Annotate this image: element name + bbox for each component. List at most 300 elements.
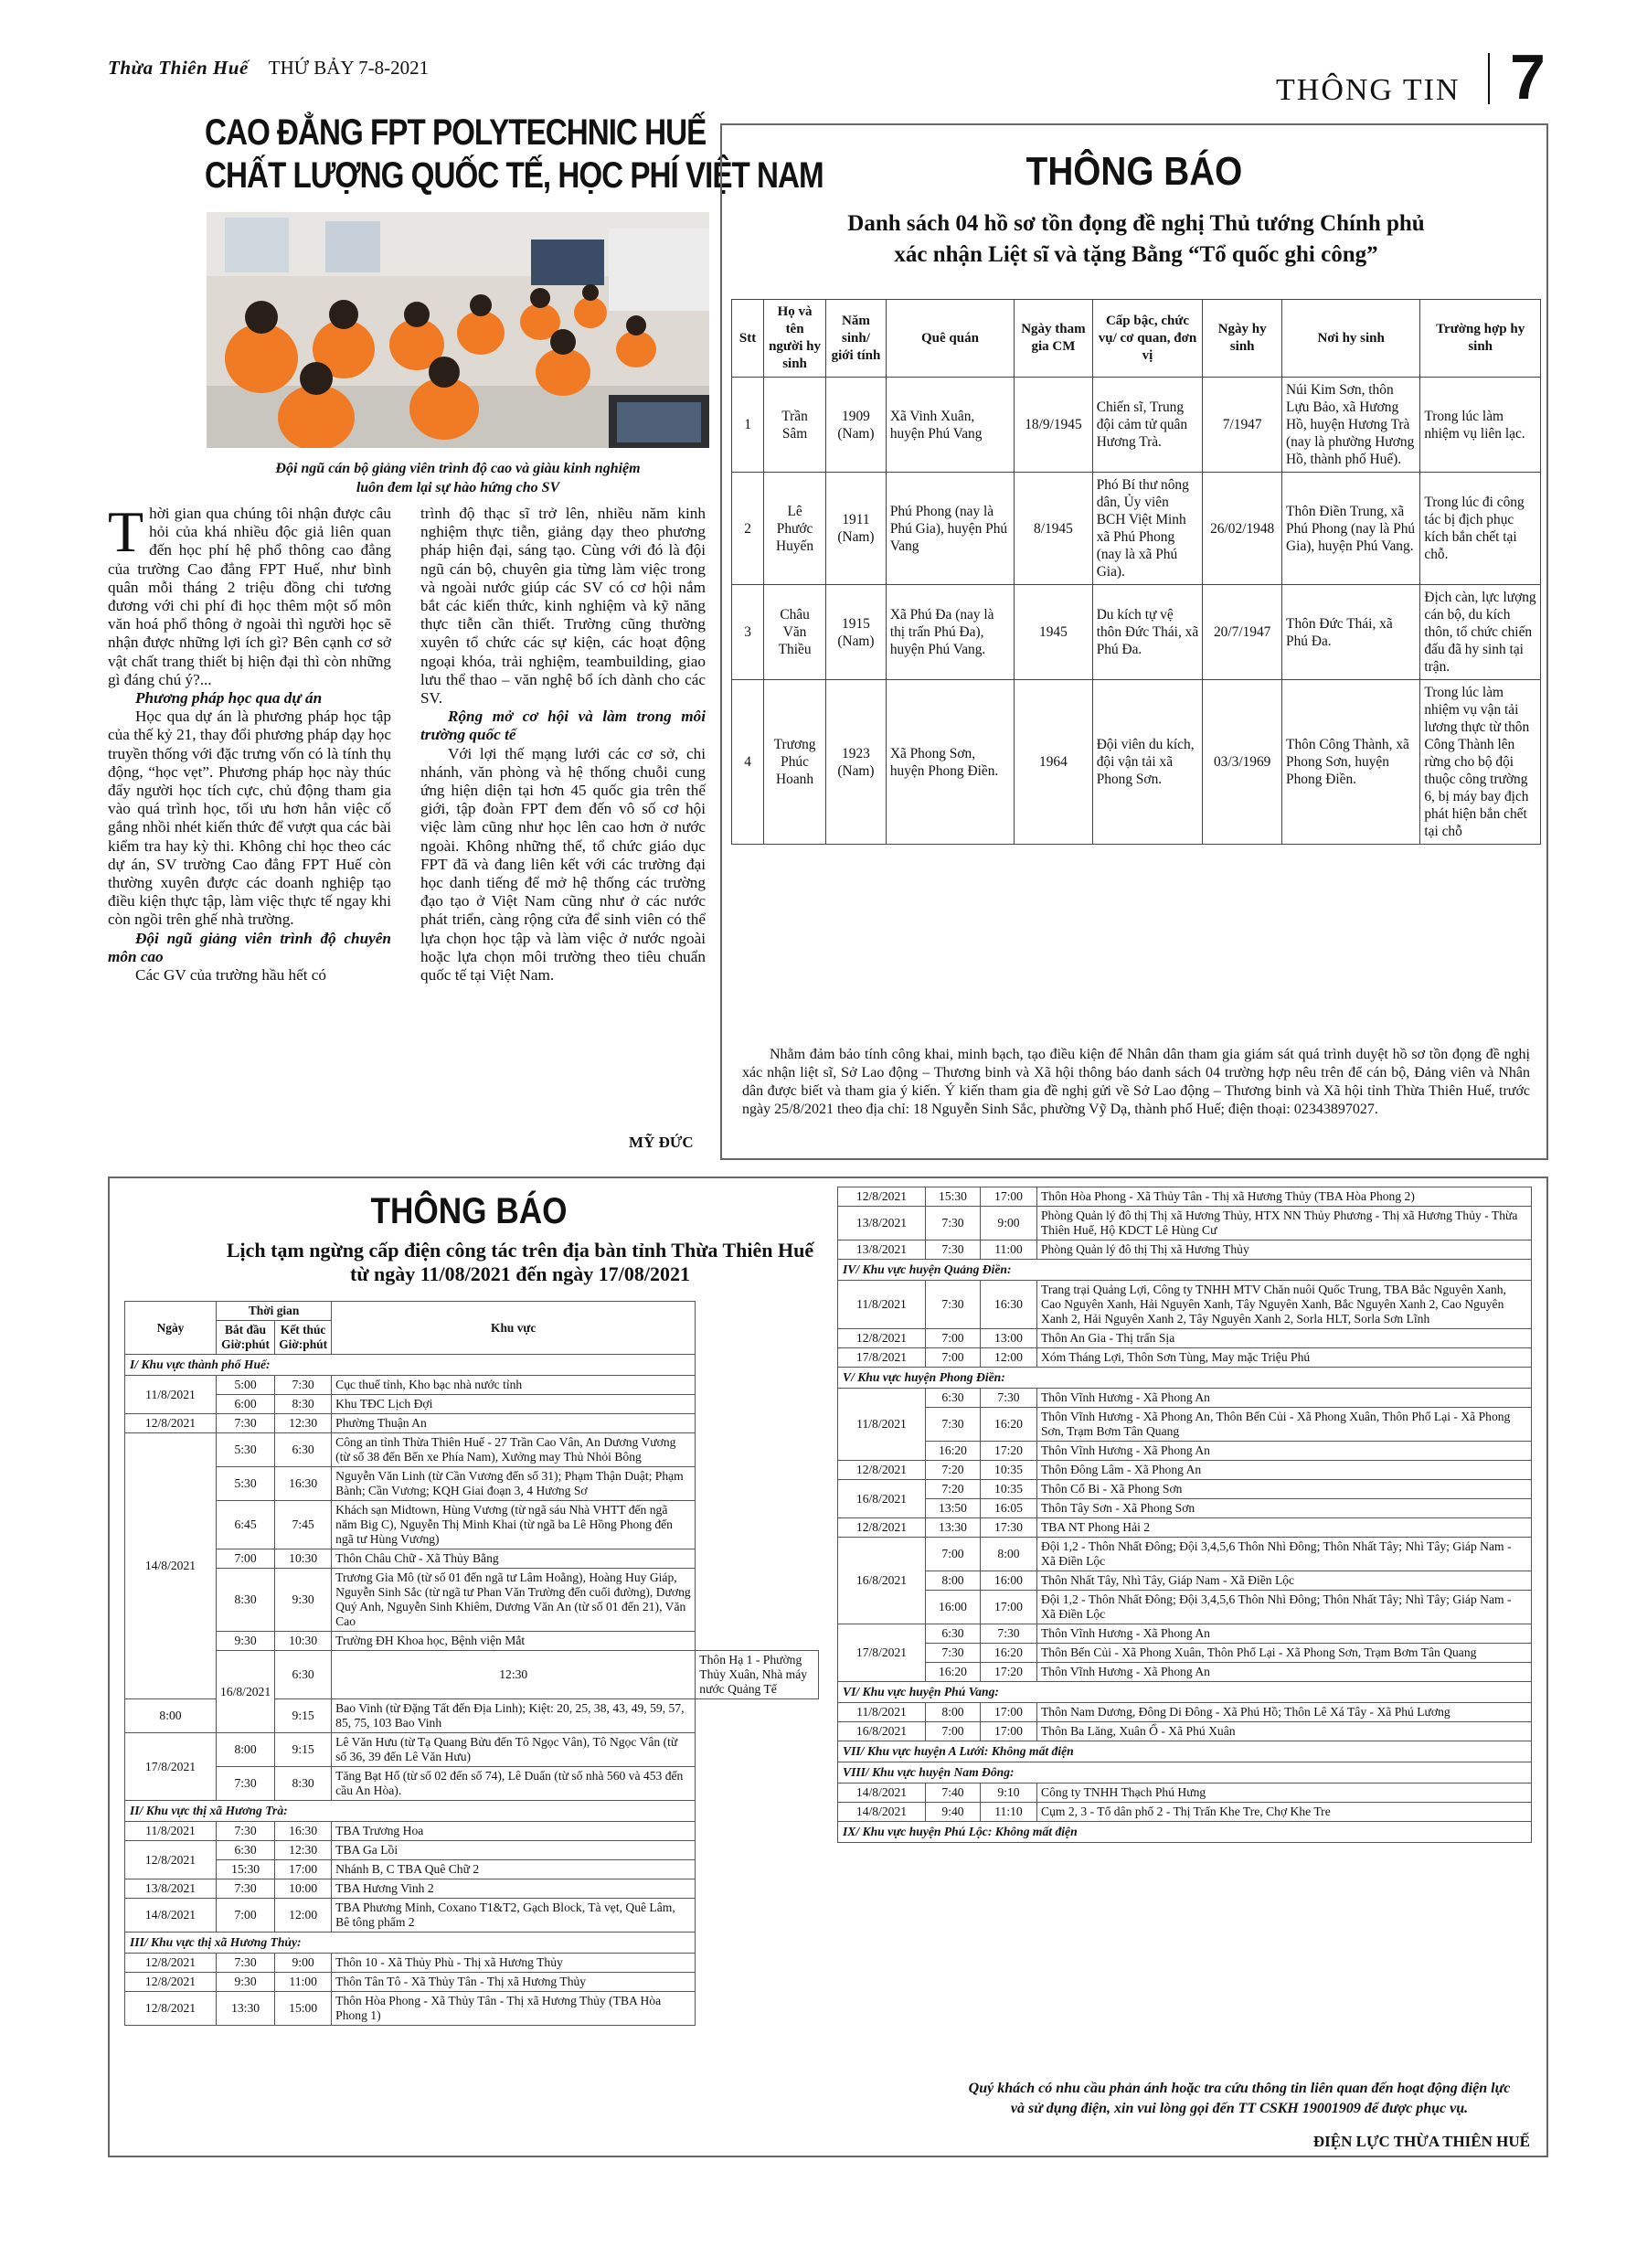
cell-area: Nguyễn Văn Linh (từ Cần Vương đến số 31); Phạm Thận Duật; Phạm Bành; Cần Vương; KQH Giai đoạn 3, 4 Hương Sơ (332, 1467, 696, 1501)
cell-end: 17:00 (981, 1591, 1037, 1624)
cell-place: Thôn Đức Thái, xã Phú Đa. (1282, 585, 1420, 680)
notice-subtitle (122, 1239, 918, 1286)
cell-area: Thôn Vĩnh Hương - Xã Phong An (1037, 1624, 1532, 1644)
cell-start: 7:40 (926, 1784, 981, 1803)
region-heading: VII/ Khu vực huyện A Lưới: Không mất điện (838, 1741, 1532, 1762)
cell-birth: 1911 (Nam) (826, 473, 887, 585)
table-row (125, 1355, 819, 1376)
cell-end: 17:20 (981, 1663, 1037, 1682)
table-header: Ngày tham gia CM (1015, 300, 1093, 378)
cell-rank: Phó Bí thư nông dân, Ủy viên BCH Việt Minh xã Phú Phong (nay là xã Phú Gia). (1092, 473, 1203, 585)
cell-end: 9:15 (275, 1699, 332, 1733)
cell-area: TBA Hương Vinh 2 (332, 1879, 696, 1899)
article-column-2 (420, 505, 706, 985)
table-header: Trường hợp hy sinh (1420, 300, 1541, 378)
cell-start: 16:00 (926, 1591, 981, 1624)
cell-case: Trong lúc đi công tác bị địch phục kích bắn chết tại chỗ. (1420, 473, 1541, 585)
cell-end: 10:00 (275, 1879, 332, 1899)
footer-line-2: và sử dụng điện, xin vui lòng gọi đến TT CSKH 19001909 để được phục vụ. (1010, 2101, 1469, 2116)
table-row (838, 1722, 1532, 1741)
cell-end: 7:45 (275, 1501, 332, 1549)
cell-start: 6:30 (275, 1651, 332, 1699)
table-row (838, 1822, 1532, 1843)
cell-area: Thôn Hòa Phong - Xã Thủy Tân - Thị xã Hương Thủy (TBA Hòa Phong 1) (332, 1992, 696, 2026)
notice-martyrs-box (720, 123, 1548, 1160)
cell-start: 7:30 (926, 1207, 981, 1240)
cell-end: 17:00 (981, 1187, 1037, 1207)
table-row (125, 1954, 819, 1973)
subtitle-line-2: từ ngày 11/08/2021 đến ngày 17/08/2021 (350, 1262, 690, 1285)
cell-start: 5:30 (217, 1433, 275, 1467)
outage-table-left (124, 1301, 819, 2026)
cell-hometown: Xã Vinh Xuân, huyện Phú Vang (886, 378, 1014, 473)
paragraph: Với lợi thế mạng lưới các cơ sở, chi nhánh, văn phòng và hệ thống chuỗi cung ứng hiện diện tại hơn 45 quốc gia trên thế giới, tập đoàn FPT đem đến vô số cơ hội việc làm cũng như học lên cao hơn ở nước ngoài. Không những thế, tổ chức giáo dục FPT đã và đang liên kết với các trường đại học danh tiếng để mở hệ thống các trường đạo tạo ở Việt Nam cũng như ở các nước phát triển, càng rộng cửa để sinh viên có thể lựa chọn học tập và làm việc ở nước ngoài hoặc lựa chọn môi trường theo tiêu chuẩn quốc tế tại Việt Nam. (420, 744, 706, 985)
cell-area: TBA Ga Lồi (332, 1841, 696, 1860)
cell-day: 12/8/2021 (838, 1518, 926, 1538)
cell-joined: 1945 (1015, 585, 1093, 680)
cell-end: 7:30 (981, 1389, 1037, 1408)
cell-area: Cục thuế tỉnh, Kho bạc nhà nước tỉnh (332, 1376, 696, 1395)
cell-start: 7:00 (926, 1538, 981, 1571)
table-row (838, 1571, 1532, 1591)
classroom-photo (207, 212, 709, 448)
table-row (125, 1569, 819, 1632)
martyrs-table (731, 299, 1541, 845)
cell-day: 11/8/2021 (125, 1822, 217, 1841)
cell-rank: Du kích tự vệ thôn Đức Thái, xã Phú Đa. (1092, 585, 1203, 680)
cell-area: Tăng Bạt Hổ (từ số 02 đến số 74), Lê Duẩn (từ số nhà 560 và 453 đến cầu An Hòa). (332, 1767, 696, 1801)
table-row (125, 1376, 819, 1395)
cell-start: 5:30 (217, 1467, 275, 1501)
cell-start: 16:20 (926, 1442, 981, 1461)
cell-day: 12/8/2021 (838, 1187, 926, 1207)
cell-day: 14/8/2021 (838, 1784, 926, 1803)
cell-start: 8:00 (217, 1733, 275, 1767)
cell-start: 7:30 (926, 1240, 981, 1260)
cell-start: 7:00 (217, 1899, 275, 1933)
cell-name: Trương Phúc Hoanh (764, 680, 826, 845)
cell-case: Trong lúc làm nhiệm vụ liên lạc. (1420, 378, 1541, 473)
table-row (838, 1803, 1532, 1822)
cell-area: Nhánh B, C TBA Quê Chữ 2 (332, 1860, 696, 1879)
cell-place: Núi Kim Sơn, thôn Lựu Bảo, xã Hương Hồ, huyện Hương Trà (nay là phường Hương Hồ, thành phố Huế). (1282, 378, 1420, 473)
table-row (125, 1651, 819, 1699)
cell-start: 13:30 (217, 1992, 275, 2026)
table-row (125, 1733, 819, 1767)
notice-power-outage-box (108, 1177, 1548, 2157)
cell-area: Xóm Tháng Lợi, Thôn Sơn Tùng, May mặc Triệu Phú (1037, 1348, 1532, 1368)
table-header: Cấp bậc, chức vụ/ cơ quan, đơn vị (1092, 300, 1203, 378)
cell-day: 11/8/2021 (838, 1703, 926, 1722)
region-heading: V/ Khu vực huyện Phong Điền: (838, 1368, 1532, 1389)
table-row (838, 1538, 1532, 1571)
table-row (838, 1480, 1532, 1499)
cell-day: 16/8/2021 (217, 1651, 275, 1733)
table-row (838, 1348, 1532, 1368)
cell-end: 12:30 (275, 1841, 332, 1860)
cell-day: 11/8/2021 (125, 1376, 217, 1414)
notice-title: THÔNG BÁO (1025, 149, 1243, 194)
cell-day: 12/8/2021 (125, 1954, 217, 1973)
cell-area: Khu TĐC Lịch Đợi (332, 1395, 696, 1414)
cell-end: 16:20 (981, 1644, 1037, 1663)
paragraph (108, 499, 391, 689)
table-row (125, 1973, 819, 1992)
article-column-1 (108, 499, 391, 985)
table-row (125, 1992, 819, 2026)
cell-area: Lê Văn Hưu (từ Tạ Quang Bửu đến Tô Ngọc Vân), Tô Ngọc Vân (từ số 36, 39 đến Lê Văn Hưu) (332, 1733, 696, 1767)
cell-area: Khách sạn Midtown, Hùng Vương (từ ngã sáu Nhà VHTT đến ngã năm Big C), Nguyễn Thị Minh Khai (từ ngã ba Lê Hồng Phong đến ngã tư Hùng Vương) (332, 1501, 696, 1549)
table-row (125, 1395, 819, 1414)
section-name: THÔNG TIN (1276, 73, 1461, 107)
cell-start: 7:30 (217, 1822, 275, 1841)
intro-text: hời gian qua chúng tôi nhận được câu hỏi của khá nhiều độc giả liên quan đến học phí hệ phổ thông cao đẳng của trường Cao đẳng FPT Huế, như bình quân mỗi tháng 2 triệu đồng chi tương đương với chi phí đi học thêm một số môn văn hoá phổ thông ở ngoài thì người học sẽ nhận được những lợi ích gì? Bên cạnh cơ sở vật chất trang thiết bị hiện đại thì còn những gì đáng chú ý?... (108, 505, 391, 688)
cell-area: Thôn Vĩnh Hương - Xã Phong An (1037, 1663, 1532, 1682)
cell-area: Thôn Hạ 1 - Phường Thủy Xuân, Nhà máy nước Quảng Tế (696, 1651, 819, 1699)
cell-day: 17/8/2021 (838, 1624, 926, 1682)
cell-case: Địch càn, lực lượng cán bộ, du kích thôn, tổ chức chiến đấu đã hy sinh tại trận. (1420, 585, 1541, 680)
cell-end: 8:30 (275, 1767, 332, 1801)
cell-end: 12:00 (981, 1348, 1037, 1368)
header-end: Kết thúc Giờ:phút (275, 1321, 332, 1355)
table-header: Nơi hy sinh (1282, 300, 1420, 378)
table-row (838, 1499, 1532, 1518)
caption-line-1: Đội ngũ cán bộ giảng viên trình độ cao và giàu kinh nghiệm (275, 461, 641, 476)
cell-start: 7:30 (217, 1414, 275, 1433)
table-row (838, 1624, 1532, 1644)
cell-area: Thôn Nam Dương, Đông Di Đông - Xã Phú Hồ; Thôn Lê Xá Tây - Xã Phú Lương (1037, 1703, 1532, 1722)
region-heading: III/ Khu vực thị xã Hương Thủy: (125, 1933, 696, 1954)
drop-cap: T (108, 499, 144, 564)
cell-end: 12:30 (275, 1414, 332, 1433)
cell-start: 7:30 (217, 1767, 275, 1801)
cell-end: 16:00 (981, 1571, 1037, 1591)
cell-died: 26/02/1948 (1203, 473, 1282, 585)
notice-footer (947, 2079, 1532, 2119)
table-row (838, 1329, 1532, 1348)
paragraph: Học qua dự án là phương pháp học tập của thế kỷ 21, thay đổi phương pháp dạy học truyền thống với đặc trưng vốn có là tính thụ động, “học vẹt”. Phương pháp học này thúc đẩy người học tích cực, chủ động tham gia vào quá trình học, tối ưu hơn hẳn việc cố gắng nhồi nhét kiến thức để vượt qua các bài kiểm tra hay kỳ thi. Không chỉ học theo các dự án, SV trường Cao đẳng FPT Huế còn thường xuyên được các doanh nghiệp tạo điều kiện thực tập, làm việc thực tế ngay khi còn ngồi trên ghế nhà trường. (108, 708, 391, 929)
table-row (125, 1632, 819, 1651)
cell-start: 9:40 (926, 1803, 981, 1822)
cell-day: 11/8/2021 (838, 1281, 926, 1329)
cell-day: 16/8/2021 (838, 1722, 926, 1741)
table-row (838, 1518, 1532, 1538)
cell-day: 12/8/2021 (125, 1973, 217, 1992)
cell-day: 12/8/2021 (838, 1329, 926, 1348)
region-heading: VIII/ Khu vực huyện Nam Đông: (838, 1762, 1532, 1784)
table-row (732, 378, 1541, 473)
header-time: Thời gian (217, 1302, 332, 1321)
cell-area: Thôn Vĩnh Hương - Xã Phong An (1037, 1442, 1532, 1461)
subheading: Đội ngũ giảng viên trình độ chuyên môn cao (108, 929, 391, 965)
cell-start: 15:30 (217, 1860, 275, 1879)
notice-subtitle (740, 208, 1532, 271)
cell-hometown: Xã Phú Đa (nay là thị trấn Phú Đa), huyện Phú Vang. (886, 585, 1014, 680)
header-day: Ngày (125, 1302, 217, 1355)
table-row (838, 1240, 1532, 1260)
cell-area: Phường Thuận An (332, 1414, 696, 1433)
table-row (125, 1414, 819, 1433)
cell-end: 15:00 (275, 1992, 332, 2026)
cell-end: 7:30 (981, 1624, 1037, 1644)
cell-area: Thôn Bến Củi - Xã Phong Xuân, Thôn Phổ Lại - Xã Phong Sơn, Trạm Bơm Tân Quang (1037, 1644, 1532, 1663)
table-header: Năm sinh/ giới tính (826, 300, 887, 378)
cell-end: 9:00 (981, 1207, 1037, 1240)
cell-start: 8:30 (217, 1569, 275, 1632)
cell-area: Bao Vinh (từ Đặng Tất đến Địa Linh); Kiệt: 20, 25, 38, 43, 49, 59, 57, 85, 75, 103 Bao Vinh (332, 1699, 696, 1733)
cell-area: Thôn Vĩnh Hương - Xã Phong An (1037, 1389, 1532, 1408)
footer-line-1: Quý khách có nhu cầu phản ánh hoặc tra cứu thông tin liên quan đến hoạt động điện lực (968, 2081, 1511, 2096)
cell-start: 7:30 (217, 1879, 275, 1899)
table-row (125, 1933, 819, 1954)
cell-end: 16:30 (275, 1822, 332, 1841)
cell-start: 6:30 (926, 1624, 981, 1644)
cell-area: Thôn Đông Lâm - Xã Phong An (1037, 1461, 1532, 1480)
cell-case: Trong lúc làm nhiệm vụ vận tải lương thực từ thôn Công Thành lên rừng cho bộ đội thuộc công trường 6, bị máy bay địch phát hiện bắn chết tại chỗ (1420, 680, 1541, 845)
cell-start: 7:00 (217, 1549, 275, 1569)
region-heading: I/ Khu vực thành phố Huế: (125, 1355, 696, 1376)
cell-day: 16/8/2021 (838, 1480, 926, 1518)
cell-day: 14/8/2021 (125, 1899, 217, 1933)
cell-start: 15:30 (926, 1187, 981, 1207)
cell-place: Thôn Công Thành, xã Phong Sơn, huyện Phong Điền. (1282, 680, 1420, 845)
cell-area: Thôn Vĩnh Hương - Xã Phong An, Thôn Bến Củi - Xã Phong Xuân, Thôn Phổ Lại - Xã Phong Sơn, Trạm Bơm Tân Quang (1037, 1408, 1532, 1442)
cell-end: 11:00 (981, 1240, 1037, 1260)
cell-joined: 1964 (1015, 680, 1093, 845)
header-start: Bắt đầu Giờ:phút (217, 1321, 275, 1355)
cell-end: 13:00 (981, 1329, 1037, 1348)
article-title-line-2: CHẤT LƯỢNG QUỐC TẾ, HỌC PHÍ VIỆT NAM (205, 155, 824, 196)
table-row (838, 1260, 1532, 1281)
cell-end: 9:00 (275, 1954, 332, 1973)
cell-end: 9:15 (275, 1733, 332, 1767)
cell-day: 11/8/2021 (838, 1389, 926, 1461)
cell-area: TBA NT Phong Hải 2 (1037, 1518, 1532, 1538)
subtitle-line-1: Lịch tạm ngừng cấp điện công tác trên địa bàn tỉnh Thừa Thiên Huế (226, 1239, 814, 1262)
cell-area: Trường ĐH Khoa học, Bệnh viện Mắt (332, 1632, 696, 1651)
table-row (838, 1741, 1532, 1762)
cell-stt: 2 (732, 473, 764, 585)
cell-start: 5:00 (217, 1376, 275, 1395)
region-heading: VI/ Khu vực huyện Phú Vang: (838, 1682, 1532, 1703)
cell-area: Thôn Hòa Phong - Xã Thủy Tân - Thị xã Hương Thủy (TBA Hòa Phong 2) (1037, 1187, 1532, 1207)
region-heading: IX/ Khu vực huyện Phú Lộc: Không mất điện (838, 1822, 1532, 1843)
table-row (732, 680, 1541, 845)
page-number: 7 (1510, 41, 1546, 112)
cell-end: 17:20 (981, 1442, 1037, 1461)
cell-area: TBA Phương Minh, Coxano T1&T2, Gạch Block, Tà vẹt, Quê Lâm, Bê tông phẩm 2 (332, 1899, 696, 1933)
subtitle-line-1: Danh sách 04 hồ sơ tồn đọng đề nghị Thủ tướng Chính phủ (847, 211, 1425, 236)
cell-day: 12/8/2021 (125, 1841, 217, 1879)
cell-end: 17:00 (275, 1860, 332, 1879)
cell-stt: 4 (732, 680, 764, 845)
cell-start: 6:45 (217, 1501, 275, 1549)
cell-start: 6:30 (217, 1841, 275, 1860)
table-row (838, 1762, 1532, 1784)
cell-area: Thôn Nhất Tây, Nhì Tây, Giáp Nam - Xã Điền Lộc (1037, 1571, 1532, 1591)
cell-start: 7:20 (926, 1461, 981, 1480)
cell-hometown: Phú Phong (nay là Phú Gia), huyện Phú Vang (886, 473, 1014, 585)
cell-start: 9:30 (217, 1632, 275, 1651)
table-header: Họ và tên người hy sinh (764, 300, 826, 378)
cell-birth: 1915 (Nam) (826, 585, 887, 680)
cell-end: 11:00 (275, 1973, 332, 1992)
cell-day: 12/8/2021 (838, 1461, 926, 1480)
table-row (838, 1461, 1532, 1480)
article-author: MỸ ĐỨC (629, 1134, 694, 1151)
cell-start: 6:30 (926, 1389, 981, 1408)
cell-end: 10:35 (981, 1461, 1037, 1480)
table-row (838, 1682, 1532, 1703)
table-row (125, 1841, 819, 1860)
table-header: Ngày hy sinh (1203, 300, 1282, 378)
region-heading: II/ Khu vực thị xã Hương Trà: (125, 1801, 696, 1822)
cell-end: 12:30 (332, 1651, 696, 1699)
cell-name: Trần Sâm (764, 378, 826, 473)
paper-name: Thừa Thiên Huế (108, 57, 249, 79)
table-row (125, 1879, 819, 1899)
cell-day: 12/8/2021 (125, 1992, 217, 2026)
cell-area: Thôn Châu Chữ - Xã Thủy Bằng (332, 1549, 696, 1569)
cell-died: 20/7/1947 (1203, 585, 1282, 680)
cell-end: 9:30 (275, 1569, 332, 1632)
cell-start: 7:00 (926, 1329, 981, 1348)
cell-died: 03/3/1969 (1203, 680, 1282, 845)
outage-table-right (837, 1187, 1532, 1843)
cell-stt: 1 (732, 378, 764, 473)
cell-area: Trang trại Quảng Lợi, Công ty TNHH MTV Chăn nuôi Quốc Trung, TBA Bắc Nguyên Xanh, Cao Nguyên Xanh, Hải Nguyên Xanh, Tây Nguyên Xanh, Bắc Nguyên Xanh 2, Cao Nguyên Xanh 2, Hải Nguyên Xanh 2, Tây Nguyên Xanh 2, Sorla HLT, Sorla Sơn Lĩnh (1037, 1281, 1532, 1329)
cell-end: 17:00 (981, 1703, 1037, 1722)
cell-start: 9:30 (217, 1973, 275, 1992)
cell-rank: Đội viên du kích, đội vận tải xã Phong Sơn. (1092, 680, 1203, 845)
cell-start: 13:30 (926, 1518, 981, 1538)
cell-name: Lê Phước Huyến (764, 473, 826, 585)
cell-start: 16:20 (926, 1663, 981, 1682)
cell-area: Trương Gia Mô (từ số 01 đến ngã tư Lâm Hoằng), Hoàng Huy Giáp, Nguyễn Sinh Sắc (từ ngã tư Phan Văn Trường đến cuối đường), Dương Quý Anh, Nguyễn Sinh Khiêm, Dương Văn An (từ số 01 đến 21), Văn Cao (332, 1569, 696, 1632)
cell-area: Phòng Quản lý đô thị Thị xã Hương Thủy (1037, 1240, 1532, 1260)
header-divider (1488, 53, 1490, 104)
cell-day: 13/8/2021 (125, 1879, 217, 1899)
cell-area: Đội 1,2 - Thôn Nhất Đông; Đội 3,4,5,6 Thôn Nhì Đông; Thôn Nhất Tây; Nhì Tây; Giáp Nam - Xã Điền Lộc (1037, 1538, 1532, 1571)
cell-start: 8:00 (926, 1703, 981, 1722)
table-row (125, 1801, 819, 1822)
cell-joined: 8/1945 (1015, 473, 1093, 585)
table-row (125, 1501, 819, 1549)
table-header: Stt (732, 300, 764, 378)
cell-area: Thôn Tân Tô - Xã Thủy Tân - Thị xã Hương Thủy (332, 1973, 696, 1992)
table-row (732, 473, 1541, 585)
cell-end: 16:05 (981, 1499, 1037, 1518)
notice-footer: Nhằm đảm bảo tính công khai, minh bạch, tạo điều kiện để Nhân dân tham gia giám sát quá trình duyệt hồ sơ tồn đọng đề nghị xác nhận liệt sĩ, Sở Lao động – Thương binh và Xã hội thông báo danh sách 04 trường hợp nêu trên để cán bộ, Đảng viên và Nhân dân được biết và tham gia ý kiến. Ý kiến tham gia đề nghị gửi về Sở Lao động – Thương binh và Xã hội tỉnh Thừa Thiên Huế, trước ngày 25/8/2021 theo địa chỉ: 18 Nguyễn Sinh Sắc, phường Vỹ Dạ, thành phố Huế; điện thoại: 02343897027. (742, 1047, 1530, 1117)
cell-place: Thôn Điền Trung, xã Phú Phong (nay là Phú Gia), huyện Phú Vang. (1282, 473, 1420, 585)
article-title-line-1: CAO ĐẲNG FPT POLYTECHNIC HUẾ (205, 112, 707, 153)
table-row (838, 1703, 1532, 1722)
cell-died: 7/1947 (1203, 378, 1282, 473)
cell-end: 17:00 (981, 1722, 1037, 1741)
cell-day: 12/8/2021 (125, 1414, 217, 1433)
cell-end: 11:10 (981, 1803, 1037, 1822)
article-title (205, 112, 824, 197)
cell-stt: 3 (732, 585, 764, 680)
cell-end: 9:10 (981, 1784, 1037, 1803)
table-row (838, 1591, 1532, 1624)
cell-start: 8:00 (125, 1699, 217, 1733)
cell-area: Thôn Cổ Bi - Xã Phong Sơn (1037, 1480, 1532, 1499)
cell-end: 12:00 (275, 1899, 332, 1933)
subheading: Phương pháp học qua dự án (135, 689, 323, 708)
region-heading: IV/ Khu vực huyện Quảng Điền: (838, 1260, 1532, 1281)
cell-end: 7:30 (275, 1376, 332, 1395)
table-row (125, 1860, 819, 1879)
caption-line-2: luôn đem lại sự hào hứng cho SV (356, 480, 560, 495)
photo-caption (207, 459, 709, 497)
table-row (125, 1467, 819, 1501)
cell-start: 7:30 (926, 1408, 981, 1442)
notice-title: THÔNG BÁO (370, 1191, 568, 1231)
masthead (108, 57, 429, 80)
table-row (838, 1281, 1532, 1329)
cell-start: 6:00 (217, 1395, 275, 1414)
cell-start: 13:50 (926, 1499, 981, 1518)
cell-birth: 1909 (Nam) (826, 378, 887, 473)
cell-area: Thôn An Gia - Thị trấn Sịa (1037, 1329, 1532, 1348)
notice-signature: ĐIỆN LỰC THỪA THIÊN HUẾ (1312, 2133, 1530, 2150)
table-row (125, 1549, 819, 1569)
cell-day: 13/8/2021 (838, 1207, 926, 1240)
cell-end: 17:30 (981, 1518, 1037, 1538)
table-row (838, 1442, 1532, 1461)
table-header: Quê quán (886, 300, 1014, 378)
cell-start: 8:00 (926, 1571, 981, 1591)
cell-rank: Chiến sĩ, Trung đội cảm tử quân Hương Trà. (1092, 378, 1203, 473)
cell-start: 7:30 (926, 1281, 981, 1329)
cell-start: 7:20 (926, 1480, 981, 1499)
cell-end: 16:30 (981, 1281, 1037, 1329)
cell-area: Công an tỉnh Thừa Thiên Huế - 27 Trần Cao Vân, An Dương Vương (từ số 38 đến Bến xe Phía Nam), Xưởng may Thủ Nhỏi Bông (332, 1433, 696, 1467)
cell-end: 6:30 (275, 1433, 332, 1467)
table-row (125, 1899, 819, 1933)
cell-area: Cụm 2, 3 - Tổ dân phố 2 - Thị Trấn Khe Tre, Chợ Khe Tre (1037, 1803, 1532, 1822)
cell-birth: 1923 (Nam) (826, 680, 887, 845)
table-row (838, 1207, 1532, 1240)
cell-area: TBA Trương Hoa (332, 1822, 696, 1841)
header-area: Khu vực (332, 1302, 696, 1355)
table-row (838, 1187, 1532, 1207)
cell-end: 10:30 (275, 1632, 332, 1651)
cell-joined: 18/9/1945 (1015, 378, 1093, 473)
subtitle-line-2: xác nhận Liệt sĩ và tặng Bằng “Tổ quốc ghi công” (894, 242, 1378, 267)
cell-day: 14/8/2021 (125, 1433, 217, 1699)
subheading: Rộng mở cơ hội và làm trong môi trường quốc tế (420, 708, 706, 744)
cell-day: 17/8/2021 (838, 1348, 926, 1368)
cell-name: Châu Văn Thiều (764, 585, 826, 680)
cell-end: 10:30 (275, 1549, 332, 1569)
table-row (838, 1663, 1532, 1682)
cell-start: 7:00 (926, 1348, 981, 1368)
cell-area: Công ty TNHH Thạch Phú Hưng (1037, 1784, 1532, 1803)
table-row (838, 1368, 1532, 1389)
cell-start: 7:30 (217, 1954, 275, 1973)
cell-area: Phòng Quản lý đô thị Thị xã Hương Thủy, HTX NN Thủy Phương - Thị xã Hương Thủy - Thừa Thiên Huế, Hộ KDCT Lê Hùng Cư (1037, 1207, 1532, 1240)
cell-end: 10:35 (981, 1480, 1037, 1499)
table-row (125, 1822, 819, 1841)
cell-day: 13/8/2021 (838, 1240, 926, 1260)
paragraph: Các GV của trường hầu hết có (135, 966, 326, 985)
cell-area: Thôn 10 - Xã Thủy Phù - Thị xã Hương Thủy (332, 1954, 696, 1973)
issue-date: THỨ BẢY 7-8-2021 (268, 57, 430, 79)
table-row (838, 1408, 1532, 1442)
cell-area: Thôn Tây Sơn - Xã Phong Sơn (1037, 1499, 1532, 1518)
